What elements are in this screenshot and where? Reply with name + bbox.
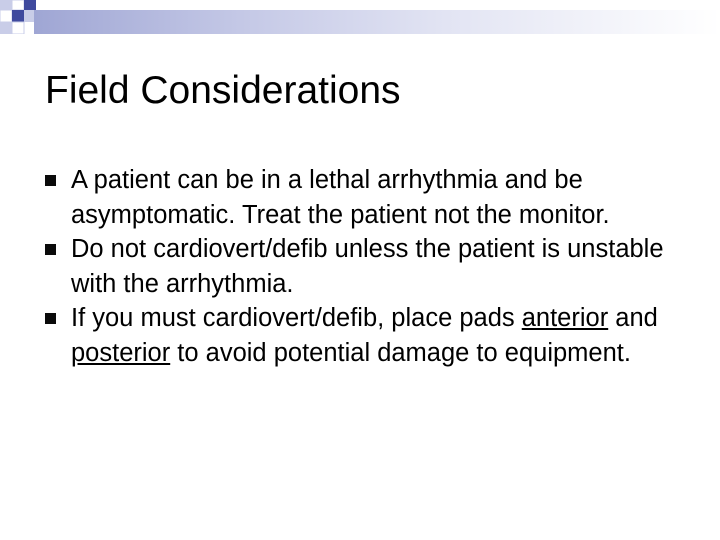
header-decoration-band	[0, 0, 720, 34]
square-bullet-icon	[45, 244, 56, 255]
square-bullet-icon	[45, 313, 56, 324]
bullet-text: A patient can be in a lethal arrhythmia and be asymptomatic. Treat the patient not the monitor.	[71, 166, 610, 229]
bullet-text-part: to avoid potential damage to equipment.	[170, 338, 631, 367]
underlined-term-anterior: anterior	[521, 304, 609, 332]
bullet-item-2	[45, 232, 685, 301]
underlined-term-posterior: posterior	[71, 338, 171, 367]
header-gradient-bar	[34, 10, 720, 34]
bullet-text: Do not cardiovert/defib unless the patient is unstable with the arrhythmia.	[71, 235, 664, 298]
bullet-text-part: and	[608, 304, 658, 332]
bullet-list	[45, 163, 685, 370]
slide-title: Field Considerations	[45, 69, 401, 112]
bullet-item-3	[45, 301, 685, 370]
bullet-text	[71, 304, 658, 367]
bullet-item-1	[45, 163, 685, 232]
square-bullet-icon	[45, 175, 56, 186]
bullet-text-part: If you must cardiovert/defib, place pads	[71, 304, 522, 332]
